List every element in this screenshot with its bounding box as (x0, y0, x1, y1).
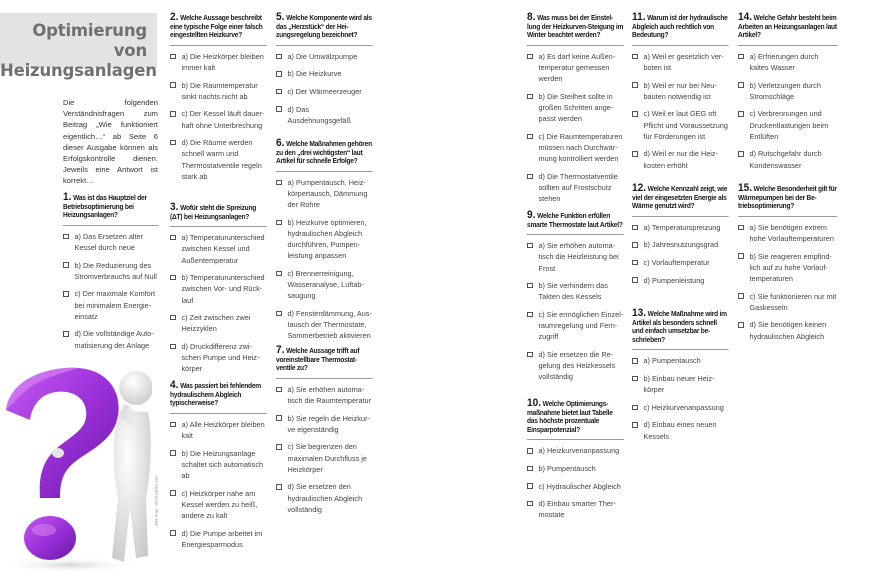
checkbox-icon[interactable] (632, 422, 638, 428)
answer-option[interactable] (276, 268, 373, 302)
question-text: Welche Maßnahmen gehören zu den „drei wichtigsten“ laut Artikel für schnelle Erfolge? (276, 139, 372, 166)
answer-option-label: c) Die Raumtemperaturen müssen nach Durchwärmung kontrolliert werden (538, 131, 623, 164)
question-number: 14. (738, 11, 753, 23)
question-heading (527, 13, 623, 46)
answer-option[interactable] (632, 80, 729, 102)
question-5 (276, 13, 373, 132)
answer-option-label: b) Die Reduzierung des Stromverbrauchs auf Null (74, 260, 157, 281)
answer-option-label: a) Temperaturspreizung (643, 222, 721, 232)
answer-option-label: c) Weil er laut GEG oft Pflicht und Voraussetzung für Förderungen ist (643, 109, 728, 141)
checkbox-icon[interactable] (738, 82, 744, 88)
answer-option-label: c) Der Wärmeerzeuger (287, 86, 362, 96)
answer-option[interactable] (632, 275, 729, 286)
answer-option-label: d) Sie benötigen keinen hydraulischen Abgleich (749, 320, 827, 341)
checkbox-icon[interactable] (170, 235, 176, 241)
question-text: Welche Gefahr besteht beim Arbeiten an Heizungsanlagen laut Artikel? (738, 13, 837, 40)
checkbox-icon[interactable] (276, 271, 282, 277)
question-text: Wofür steht die Spreizung (ΔT) bei Heizungsanlagen? (170, 203, 257, 221)
answer-option-label: b) Die Raumtemperatur sinkt nachts nicht ab (181, 80, 258, 101)
checkbox-icon[interactable] (170, 111, 176, 117)
question-11 (632, 13, 729, 177)
answer-option[interactable] (738, 51, 838, 73)
checkbox-icon[interactable] (632, 242, 638, 248)
question-heading (527, 211, 623, 235)
answer-option[interactable] (738, 291, 838, 313)
question-14 (738, 13, 838, 177)
answer-option[interactable] (738, 148, 838, 170)
question-number: 6. (276, 137, 285, 149)
question-heading (276, 346, 372, 379)
answer-option[interactable] (276, 104, 373, 126)
answer-option-label: a) Alle Heizkörper bleiben kalt (181, 419, 265, 440)
answer-option-label: a) Die Umwälzpumpe (287, 51, 358, 61)
question-text: Welche Maßnahme wird im Artikel als besonders schnell und einfach umsetzbar beschrieben? (632, 309, 727, 344)
answer-option-label: b) Temperaturunterschied zwischen Vor- und Rücklauf (181, 273, 265, 305)
checkbox-icon[interactable] (276, 89, 282, 95)
question-heading (527, 399, 623, 440)
checkbox-icon[interactable] (63, 262, 69, 268)
checkbox-icon[interactable] (527, 483, 533, 489)
answer-option-label: a) Pumpentausch, Heizkörpertausch, Dämmung der Rohre (287, 177, 368, 210)
question-number: 12. (632, 182, 647, 194)
checkbox-icon[interactable] (632, 225, 638, 231)
question-text: Welche Funktion erfüllen smarte Thermostate laut Artikel? (527, 211, 623, 229)
answer-option-label: c) Der Kessel läuft dauerhaft ohne Unterbrechung (181, 109, 265, 130)
intro-text: Die folgenden Verständnisfragen zum Beitrag „Wie funktioniert eigentlich…“ ab Seite 6 dieser Ausgabe können als Erfolgskontrolle dienen. Jeweils eine Antwort ist korrekt… (63, 98, 158, 186)
answer-option[interactable] (170, 419, 267, 441)
question-heading (276, 139, 372, 172)
answer-option-label: b) Die Heizkurve (287, 69, 342, 79)
checkbox-icon[interactable] (527, 134, 533, 140)
checkbox-icon[interactable] (527, 448, 533, 454)
question-6 (276, 139, 373, 348)
answer-option-label: a) Temperaturunterschied zwischen Kessel und Außentemperatur (181, 233, 265, 265)
checkbox-icon[interactable] (632, 376, 638, 382)
question-number: 13. (632, 307, 647, 319)
checkbox-icon[interactable] (527, 501, 533, 507)
answer-option-label: c) Der maximale Komfort bei minimalem Energieeinsatz (74, 289, 156, 321)
answer-option[interactable] (170, 312, 267, 334)
question-heading (632, 13, 728, 46)
answer-option[interactable] (170, 448, 267, 482)
answer-option[interactable] (527, 171, 624, 205)
checkbox-icon[interactable] (276, 180, 282, 186)
checkbox-icon[interactable] (632, 277, 638, 283)
checkbox-icon[interactable] (276, 415, 282, 421)
checkbox-icon[interactable] (738, 293, 744, 299)
answer-option[interactable] (738, 319, 838, 341)
answer-option[interactable] (738, 251, 838, 285)
answer-option-label: a) Sie erhöhen automatisch die Raumtemperatur (287, 384, 372, 405)
answer-option[interactable] (170, 108, 267, 130)
answer-option[interactable] (63, 260, 159, 282)
question-text: Welche Optimierungsmaßnahme bietet laut Tabelle das höchste prozentuale Einsparpotenzial? (527, 399, 613, 434)
answer-option[interactable] (527, 280, 624, 302)
question-heading (738, 13, 837, 46)
question-4 (170, 381, 267, 556)
answer-option-label: c) Brennerreinigung, Wasseranalyse, Luftabsaugung (287, 268, 364, 301)
checkbox-icon[interactable] (527, 174, 533, 180)
checkbox-icon[interactable] (527, 243, 533, 249)
answer-option[interactable] (632, 239, 729, 250)
question-number: 9. (527, 209, 536, 221)
answer-option-label: c) Sie begrenzen den maximalen Durchfluss je Heizkörper (287, 442, 367, 474)
answer-option-label: d) Einbau eines neuen Kessels (643, 420, 717, 441)
question-number: 7. (276, 344, 285, 356)
checkbox-icon[interactable] (527, 466, 533, 472)
answer-option[interactable] (632, 355, 729, 366)
checkbox-icon[interactable] (738, 151, 744, 157)
question-heading (276, 13, 372, 46)
answer-option[interactable] (632, 257, 729, 268)
answer-option[interactable] (276, 177, 373, 211)
question-heading (632, 309, 728, 350)
question-number: 2. (170, 11, 179, 23)
checkbox-icon[interactable] (632, 54, 638, 60)
answer-option-label: b) Einbau neuer Heizkörper (643, 373, 715, 395)
checkbox-icon[interactable] (738, 322, 744, 328)
checkbox-icon[interactable] (276, 444, 282, 450)
question-number: 1. (63, 191, 72, 203)
question-text: Was muss bei der Einstellung der Heizkurven-Steigung im Winter beachtet werden? (527, 13, 624, 40)
checkbox-icon[interactable] (527, 54, 533, 60)
question-heading (170, 203, 266, 227)
checkbox-icon[interactable] (738, 225, 744, 231)
answer-option[interactable] (63, 231, 159, 253)
checkbox-icon[interactable] (632, 111, 638, 117)
question-number: 8. (527, 11, 536, 23)
checkbox-icon[interactable] (632, 405, 638, 411)
answer-option-label: c) Heizkörper nahe am Kessel werden zu heiß, andere zu kalt (181, 488, 258, 520)
answer-option-label: b) Sie regeln die Heizkurve eigenständig (287, 413, 370, 434)
checkbox-icon[interactable] (170, 450, 176, 456)
checkbox-icon[interactable] (632, 82, 638, 88)
answer-option-label: c) Hydraulischer Abgleich (538, 481, 621, 491)
checkbox-icon[interactable] (632, 151, 638, 157)
answer-option-label: d) Sie ersetzen den hydraulischen Abgleich vollständig (287, 482, 363, 514)
answer-option-label: d) Fensterdämmung, Austausch der Thermostate, Sommerbetrieb aktivieren (287, 308, 372, 341)
answer-option-label: a) Heizkurvenanpassung (538, 446, 620, 456)
answer-option[interactable] (170, 488, 267, 522)
question-heading (170, 381, 266, 414)
checkbox-icon[interactable] (738, 111, 744, 117)
checkbox-icon[interactable] (170, 82, 176, 88)
answer-option[interactable] (738, 108, 838, 142)
checkbox-icon[interactable] (170, 54, 176, 60)
checkbox-icon[interactable] (738, 253, 744, 259)
answer-option-label: b) Die Heizungsanlage schaltet sich automatisch ab (181, 448, 264, 480)
answer-option-label: b) Pumpentausch (538, 463, 596, 473)
question-heading (170, 13, 266, 46)
answer-option[interactable] (632, 148, 729, 170)
checkbox-icon[interactable] (170, 530, 176, 536)
question-3 (170, 203, 267, 381)
image-credit (152, 472, 160, 532)
checkbox-icon[interactable] (276, 311, 282, 317)
answer-option[interactable] (276, 51, 373, 62)
answer-option-label: c) Zeit zwischen zwei Heizzyklen (181, 313, 251, 334)
checkbox-icon[interactable] (170, 315, 176, 321)
page-title-line-1: Optimierung von (32, 21, 147, 60)
question-text: Warum ist der hydraulische Abgleich auch rechtlich von Bedeutung? (632, 13, 728, 40)
page-title-line-2: Heizungsanlagen (0, 61, 157, 80)
checkbox-icon[interactable] (276, 106, 282, 112)
answer-option-label: b) Heizkurve optimieren, hydraulischen Abgleich durchführen, Pumpenleistung anpassen (287, 217, 367, 261)
question-number: 3. (170, 201, 179, 213)
answer-option[interactable] (276, 308, 373, 342)
answer-option[interactable] (632, 402, 729, 413)
answer-option-label: d) Die Pumpe arbeitet im Energiesparmodus (181, 528, 263, 549)
answer-option[interactable] (527, 51, 624, 85)
answer-option[interactable] (276, 384, 373, 406)
question-text: Welche Besonderheit gilt für Wärmepumpen bei der Betriebsoptimierung? (738, 184, 837, 211)
question-number: 15. (738, 182, 753, 194)
answer-option-label: b) Verletzungen durch Stromschläge (749, 80, 821, 101)
answer-option-label: d) Sie ersetzen die Regelung des Heizkessels vollständig (538, 349, 616, 382)
checkbox-icon[interactable] (738, 54, 744, 60)
question-text: Was passiert bei fehlendem hydraulischem Abgleich typischerweise? (170, 381, 261, 408)
page-title (0, 13, 157, 80)
checkbox-icon[interactable] (170, 490, 176, 496)
question-15 (738, 184, 838, 348)
checkbox-icon[interactable] (276, 387, 282, 393)
question-number: 11. (632, 11, 646, 23)
answer-option-label: a) Es darf keine Außentemperatur gemessen werden (538, 51, 616, 84)
answer-option[interactable] (276, 86, 373, 97)
question-text: Welche Komponente wird als das „Herzstück“ der Heizungsregelung bezeichnet? (276, 13, 372, 40)
answer-option-label: a) Sie erhöhen automatisch die Heizleistung bei Frost (538, 241, 619, 273)
answer-option[interactable] (632, 51, 729, 73)
checkbox-icon[interactable] (276, 220, 282, 226)
answer-option[interactable] (63, 328, 159, 350)
answer-option-label: c) Sie funktionieren nur mit Gaskesseln (749, 291, 837, 312)
answer-option-label: d) Weil er nur die Heizkosten erhöht (643, 149, 718, 170)
answer-option[interactable] (276, 413, 373, 435)
answer-option-label: a) Sie benötigen extrem hohe Vorlauftemperaturen (749, 222, 834, 243)
answer-option[interactable] (527, 463, 624, 474)
checkbox-icon[interactable] (527, 312, 533, 318)
answer-option[interactable] (527, 349, 624, 383)
checkbox-icon[interactable] (63, 234, 69, 240)
answer-option[interactable] (170, 80, 267, 102)
answer-option-label: b) Weil er nur bei Neubauten notwendig ist (643, 80, 717, 101)
answer-option[interactable] (276, 217, 373, 262)
answer-option[interactable] (527, 131, 624, 165)
answer-option[interactable] (170, 341, 267, 375)
answer-option[interactable] (170, 232, 267, 266)
question-number: 10. (527, 397, 542, 409)
question-10 (527, 399, 624, 527)
answer-option-label: d) Das Ausdehnungsgefäß (287, 104, 351, 125)
question-text: Was ist das Hauptziel der Betriebsoptimierung bei Heizungsanlagen? (63, 193, 147, 220)
checkbox-icon[interactable] (276, 484, 282, 490)
checkbox-icon[interactable] (527, 283, 533, 289)
question-number: 5. (276, 11, 285, 23)
answer-option-label: a) Weil er gesetzlich verboten ist (643, 51, 724, 72)
question-mark-figure-icon (0, 358, 152, 573)
checkbox-icon[interactable] (276, 54, 282, 60)
answer-option[interactable] (632, 373, 729, 395)
answer-option-label: b) Die Steilheit sollte in großen Schritten angepasst werden (538, 91, 614, 124)
answer-option-label: a) Erfrierungen durch kaltes Wasser (749, 51, 819, 72)
answer-option[interactable] (527, 445, 624, 456)
question-8 (527, 13, 624, 211)
answer-option-label: d) Rutschgefahr durch Kondenswasser (749, 149, 822, 170)
answer-option[interactable] (738, 80, 838, 102)
answer-option[interactable] (170, 51, 267, 73)
answer-option[interactable] (738, 222, 838, 244)
answer-option[interactable] (276, 481, 373, 515)
checkbox-icon[interactable] (63, 331, 69, 337)
answer-option[interactable] (527, 498, 624, 520)
answer-option-label: c) Vorlauftemperatur (643, 257, 710, 267)
checkbox-icon[interactable] (632, 358, 638, 364)
checkbox-icon[interactable] (170, 422, 176, 428)
answer-option[interactable] (527, 481, 624, 492)
question-text: Welche Kennzahl zeigt, wie viel der eingesetzten Energie als Wärme genutzt wird? (632, 184, 728, 211)
answer-option[interactable] (527, 309, 624, 343)
answer-option-label: d) Druckdifferenz zwischen Pumpe und Heizkörper (181, 341, 260, 374)
question-text: Welche Aussage trifft auf voreinstellbare Thermostatventile zu? (276, 346, 360, 373)
answer-option-label: d) Die Räume werden schnell warm und Thermostatventile regeln stark ab (181, 138, 262, 181)
answer-option-label: d) Die Thermostatventile sollten auf Frostschutz stehen (538, 171, 618, 204)
question-1 (63, 193, 159, 357)
answer-option[interactable] (527, 91, 624, 125)
answer-option[interactable] (632, 108, 729, 142)
checkbox-icon[interactable] (527, 94, 533, 100)
answer-option[interactable] (170, 137, 267, 182)
answer-option-label: a) Das Ersetzen alter Kessel durch neue (74, 231, 144, 252)
answer-option-label: c) Verbrennungen und Druckentlastungen beim Entlüften (749, 109, 829, 141)
answer-option-label: d) Die vollständige Automatisierung der Anlage (74, 329, 154, 350)
answer-option-label: d) Pumpenleistung (643, 275, 705, 285)
answer-option[interactable] (527, 240, 624, 274)
answer-option[interactable] (170, 272, 267, 306)
answer-option-label: c) Heizkurvenanpassung (643, 402, 724, 412)
question-heading (738, 184, 837, 217)
answer-option-label: c) Sie ermöglichen Einzelraumregelung und Fernzugriff (538, 309, 624, 342)
checkbox-icon[interactable] (632, 260, 638, 266)
answer-option[interactable] (170, 528, 267, 550)
image-credit-text: Bild: Anja - stock.adobe.com (153, 475, 159, 526)
question-number: 4. (170, 379, 179, 391)
question-13 (632, 309, 729, 448)
question-12 (632, 184, 729, 292)
question-mark-illustration (0, 358, 152, 573)
answer-option[interactable] (632, 222, 729, 233)
answer-option[interactable] (63, 288, 159, 322)
answer-option-label: b) Sie verhindern das Takten des Kessels (538, 281, 608, 302)
checkbox-icon[interactable] (527, 352, 533, 358)
answer-option[interactable] (276, 68, 373, 79)
answer-option-label: d) Einbau smarter Thermostate (538, 499, 616, 520)
question-2 (170, 13, 267, 188)
answer-option[interactable] (632, 419, 729, 441)
question-text: Welche Aussage beschreibt eine typische Folge einer falsch eingestellten Heizkurve? (170, 13, 263, 40)
question-9 (527, 211, 624, 389)
question-heading (632, 184, 728, 217)
checkbox-icon[interactable] (170, 275, 176, 281)
question-7 (276, 346, 373, 521)
answer-option-label: b) Sie reagieren empfindlich auf zu hohe Vorlauftemperaturen (749, 251, 832, 283)
answer-option-label: b) Jahresnutzungsgrad (643, 240, 719, 250)
checkbox-icon[interactable] (170, 140, 176, 146)
checkbox-icon[interactable] (63, 291, 69, 297)
answer-option[interactable] (276, 441, 373, 475)
answer-option-label: a) Die Heizkörper bleiben immer kalt (181, 51, 264, 72)
checkbox-icon[interactable] (276, 71, 282, 77)
question-heading (63, 193, 158, 226)
answer-option-label: a) Pumpentausch (643, 356, 701, 366)
checkbox-icon[interactable] (170, 344, 176, 350)
